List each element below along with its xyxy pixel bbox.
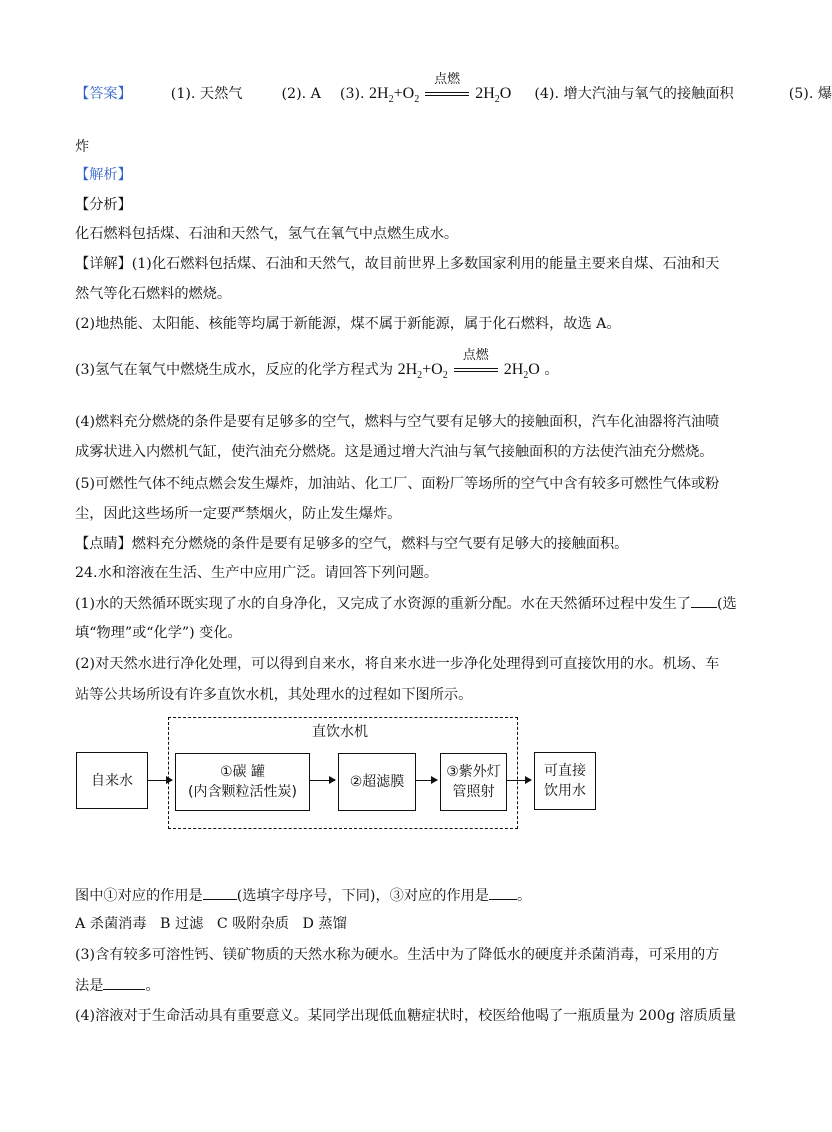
answer-blank-3[interactable] — [489, 885, 517, 900]
answer-5: (5). 爆 — [788, 86, 832, 102]
detail-4-line-1: (4)燃料充分燃烧的条件是要有足够多的空气，燃料与空气要有足够大的接触面积，汽车化油器将汽油喷 — [75, 414, 720, 430]
q24-p2-line-1: (2)对天然水进行净化处理，可以得到自来水，将自来水进一步净化处理得到可直接饮用的水。机场、车 — [75, 656, 720, 672]
detail-1-line-2: 然气等化石燃料的燃烧。 — [75, 286, 232, 302]
q24-p1-line-2: 填“物理”或“化学”) 变化。 — [75, 625, 242, 641]
reaction-arrow-detail: 点燃 — [454, 360, 498, 380]
detail-5-line-1: (5)可燃性气体不纯点燃会发生爆炸，加油站、化工厂、面粉厂等场所的空气中含有较多可燃性气体或粉 — [75, 476, 720, 492]
drinking-water-box: 可直接 饮用水 — [534, 752, 596, 810]
answer-tag: 【答案】 — [75, 86, 132, 102]
detail-2: (2)地热能、太阳能、核能等均属于新能源，煤不属于新能源，属于化石燃料，故选 A。 — [75, 316, 621, 332]
ultrafiltration-box: ②超滤膜 — [338, 753, 416, 811]
q24-p3-line-2: 法是 。 — [75, 975, 160, 996]
answer-3: (3). — [339, 86, 365, 102]
q24-p1-line-1: (1)水的天然循环既实现了水的自身净化，又完成了水资源的重新分配。水在天然循环过程中发生了 (选 — [75, 593, 737, 614]
answer-blank-1[interactable] — [203, 885, 237, 900]
detail-3-text: (3)氢气在氧气中燃烧生成水，反应的化学方程式为 — [75, 362, 394, 378]
fenxi-text: 化石燃料包括煤、石油和天然气，氢气在氧气中点燃生成水。 — [75, 226, 459, 242]
fig-question: 图中①对应的作用是 (选填字母序号，下同)，③对应的作用是 。 — [75, 885, 531, 906]
reaction-condition: 点燃 — [434, 72, 461, 88]
q24-p4-line-1: (4)溶液对于生命活动具有重要意义。某同学出现低血糖症状时，校医给他喝了一瓶质量为 200g 溶质质量 — [75, 1008, 737, 1024]
arrow-3 — [415, 780, 437, 781]
arrow-1 — [147, 780, 172, 781]
detail-3: (3)氢气在氧气中燃烧生成水，反应的化学方程式为 $2H_2+O_2$ 点燃 $2H_2O$ 。 — [75, 360, 559, 386]
equation-detail: $2H_2+O_2$ 点燃 $2H_2O$ — [397, 348, 540, 382]
detail-4-line-2: 成雾状进入内燃机气缸，使汽油充分燃烧。这是通过增大汽油与氧气接触面积的方法使汽油充分燃烧。 — [75, 444, 714, 460]
detail-1-line-1: 【详解】(1)化石燃料包括煤、石油和天然气，故目前世界上多数国家利用的能量主要来自煤、石油和天 — [75, 256, 720, 272]
tap-water-box: 自来水 — [76, 752, 148, 809]
answer-1: (1). 天然气 — [170, 86, 243, 102]
machine-title: 直饮水机 — [312, 724, 368, 740]
dianjing: 【点睛】燃料充分燃烧的条件是要有足够多的空气，燃料与空气要有足够大的接触面积。 — [75, 536, 629, 552]
uv-lamp-box: ③紫外灯 管照射 — [440, 753, 507, 811]
carbon-tank-box: ①碳 罐 (内含颗粒活性炭) — [175, 753, 310, 811]
analysis-tag: 【解析】 — [75, 167, 132, 183]
answer-blank[interactable] — [691, 593, 717, 608]
arrow-4 — [506, 780, 531, 781]
q24-title: 24.水和溶液在生活、生产中应用广泛。请回答下列问题。 — [75, 565, 439, 581]
answer-5-cont: 炸 — [75, 139, 90, 155]
answer-4: (4). 增大汽油与氧气的接触面积 — [534, 86, 734, 102]
answer-line — [75, 72, 832, 110]
options: A 杀菌消毒 B 过滤 C 吸附杂质 D 蒸馏 — [75, 916, 347, 932]
q24-p2-line-2: 站等公共场所设有许多直饮水机，其处理水的过程如下图所示。 — [75, 687, 473, 703]
q24-p3-line-1: (3)含有较多可溶性钙、镁矿物质的天然水称为硬水。生活中为了降低水的硬度并杀菌消毒，可采用的方 — [75, 947, 720, 963]
arrow-2 — [309, 780, 335, 781]
answer-blank-method[interactable] — [103, 975, 145, 990]
reaction-arrow — [425, 72, 469, 104]
answer-2: (2). A — [281, 86, 321, 102]
equation-answer: $2H_2+O_2$ 点燃 $2H_2O$ — [369, 72, 512, 106]
fenxi-tag: 【分析】 — [75, 197, 132, 213]
detail-5-line-2: 尘，因此这些场所一定要严禁烟火，防止发生爆炸。 — [75, 506, 402, 522]
